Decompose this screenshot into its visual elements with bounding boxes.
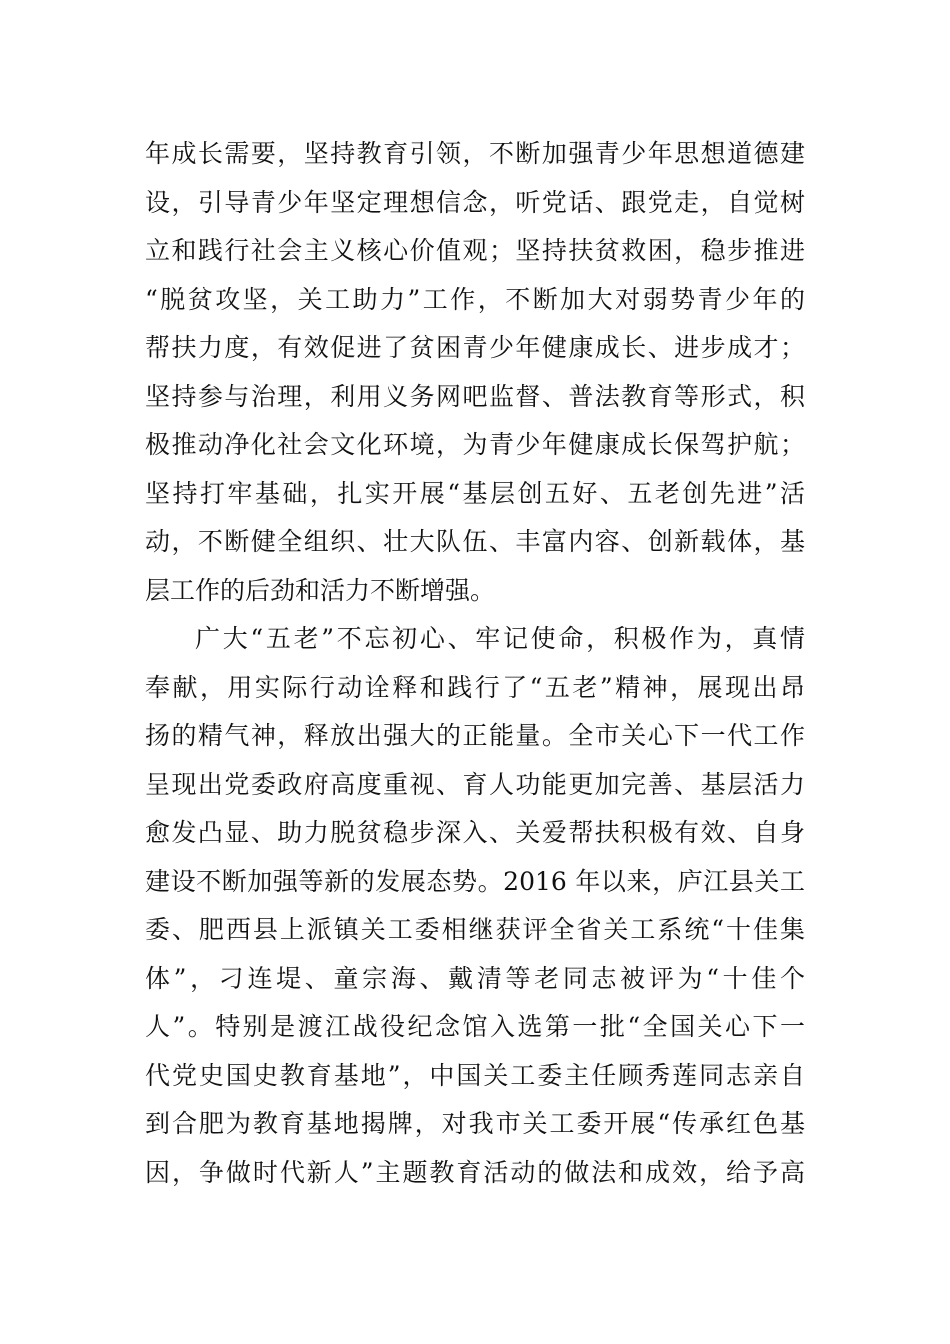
paragraph-1 [145,130,805,615]
text-line: 设，引导青少年坚定理想信念，听党话、跟党走，自觉树 [145,187,805,217]
text-line: 人”。特别是渡江战役纪念馆入选第一批“全国关心下一 [145,1012,805,1041]
text-line: 年成长需要，坚持教育引领，不断加强青少年思想道德建 [145,139,805,168]
text-line: 代党史国史教育基地”，中国关工委主任顾秀莲同志亲自 [145,1060,805,1090]
text-line: 立和践行社会主义核心价值观；坚持扶贫救困，稳步推进 [145,236,805,265]
text-line: 奉献，用实际行动诠释和践行了“五老”精神，展现出昂 [145,672,805,702]
text-line: 到合肥为教育基地揭牌，对我市关工委开展“传承红色基 [145,1109,805,1138]
paragraph-2 [145,615,805,1197]
text-line: “脱贫攻坚，关工助力”工作，不断加大对弱势青少年的 [145,284,805,314]
text-line: 广大“五老”不忘初心、牢记使命，积极作为，真情 [195,624,805,653]
text-line: 帮扶力度，有效促进了贫困青少年健康成长、进步成才； [145,333,805,362]
text-line: 委、肥西县上派镇关工委相继获评全省关工系统“十佳集 [145,915,805,944]
text-line: 极推动净化社会文化环境，为青少年健康成长保驾护航； [145,430,805,459]
text-line: 层工作的后劲和活力不断增强。 [145,575,496,605]
text-line: 愈发凸显、助力脱贫稳步深入、关爱帮扶积极有效、自身 [145,818,805,847]
text-line: 坚持打牢基础，扎实开展“基层创五好、五老创先进”活 [145,478,805,508]
text-line: 因，争做时代新人”主题教育活动的做法和成效，给予高 [145,1157,805,1187]
text-line: 坚持参与治理，利用义务网吧监督、普法教育等形式，积 [145,381,805,411]
text-line: 扬的精气神，释放出强大的正能量。全市关心下一代工作 [145,721,805,750]
document-body [145,130,805,1197]
text-line: 动，不断健全组织、壮大队伍、丰富内容、创新载体，基 [145,527,805,556]
text-line: 建设不断加强等新的发展态势。2016 年以来，庐江县关工 [145,866,805,896]
text-line: 呈现出党委政府高度重视、育人功能更加完善、基层活力 [145,769,805,799]
text-line: 体”，刁连堤、童宗海、戴清等老同志被评为“十佳个 [145,963,805,993]
